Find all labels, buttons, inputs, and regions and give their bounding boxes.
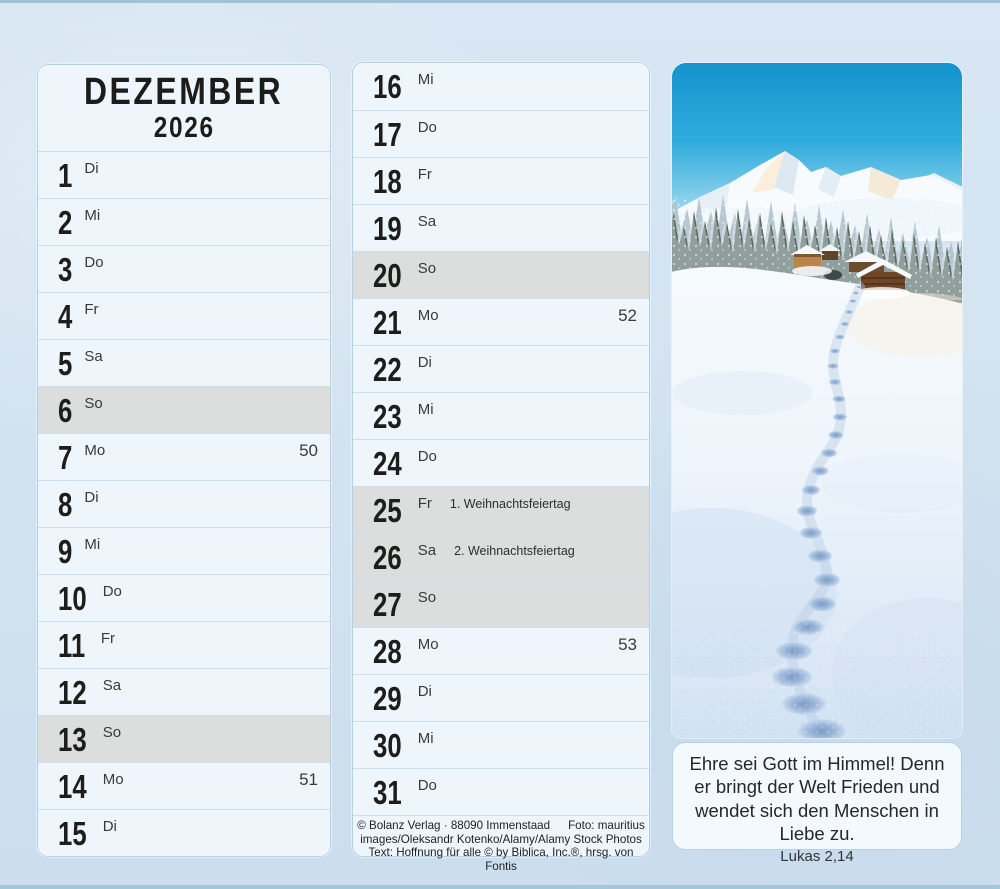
day-row: [38, 198, 330, 245]
day-number: 6: [58, 391, 73, 429]
day-row: [38, 621, 330, 668]
day-number: 27: [373, 585, 402, 623]
calendar-header: [38, 65, 330, 151]
weekday-label: Di: [84, 488, 99, 506]
day-number: 1: [58, 156, 73, 194]
weekday-label: Fr: [84, 300, 99, 318]
imprint-text: [353, 815, 649, 873]
day-number: 31: [373, 773, 402, 811]
weekday-label: Do: [417, 447, 437, 465]
day-number: 30: [373, 726, 402, 764]
day-row: [38, 339, 330, 386]
weekday-label: Mi: [417, 729, 434, 747]
day-row: [353, 204, 649, 251]
day-row: [353, 251, 649, 298]
weekday-label: Sa: [102, 676, 122, 694]
top-border-strip: [0, 0, 1000, 3]
weekday-label: Mi: [417, 400, 434, 418]
day-row: [38, 668, 330, 715]
day-number: 24: [373, 444, 402, 482]
weekday-label: Di: [84, 159, 99, 177]
right-day-rows: [353, 63, 649, 815]
weekday-label: Do: [417, 118, 437, 136]
day-row: [38, 527, 330, 574]
day-number: 13: [58, 720, 87, 758]
winter-photo: [672, 63, 962, 738]
day-row: [38, 433, 330, 480]
month-title: DEZEMBER: [84, 71, 284, 113]
weekday-label: Di: [417, 682, 432, 700]
day-number: 9: [58, 532, 73, 570]
calendar-card-second-half: [352, 62, 650, 873]
weekday-label: Sa: [84, 347, 103, 365]
imprint-line1: © Bolanz Verlag · 88090 Immenstaad Foto: mauritius: [357, 819, 645, 832]
day-number: 19: [373, 209, 402, 247]
weekday-label: Mi: [417, 71, 434, 88]
day-row: [38, 762, 330, 809]
weekday-label: Mi: [84, 535, 101, 553]
week-number: 52: [618, 306, 637, 325]
day-row: [353, 110, 649, 157]
day-row: [38, 245, 330, 292]
year-title: 2026: [153, 112, 215, 144]
day-row: [353, 157, 649, 204]
weekday-label: Sa: [417, 541, 437, 559]
day-number: 17: [373, 115, 402, 153]
day-number: 2: [58, 203, 73, 241]
day-number: 28: [373, 632, 402, 670]
weekday-label: Di: [102, 817, 117, 835]
weekday-label: Mo: [84, 441, 106, 459]
day-number: 22: [373, 350, 402, 388]
bible-verse-text: Ehre sei Gott im Himmel! Denn er bringt der Welt Frieden und wendet sich den Menschen in Liebe zu.: [689, 753, 945, 844]
weekday-label: Mo: [102, 770, 124, 788]
day-row: [38, 809, 330, 856]
day-row: [353, 298, 649, 345]
day-number: 14: [58, 767, 87, 805]
weekday-label: So: [417, 259, 437, 277]
weekday-label: Mo: [417, 306, 439, 324]
calendar-card-first-half: [37, 64, 331, 857]
day-row: [353, 63, 649, 110]
weekday-label: Fr: [417, 494, 432, 512]
day-row: [353, 486, 649, 533]
day-row: [38, 151, 330, 198]
holiday-label: 1. Weihnachtsfeiertag: [449, 497, 571, 511]
day-row: [353, 721, 649, 768]
day-row: [353, 768, 649, 815]
day-row: [353, 627, 649, 674]
day-number: 25: [373, 491, 402, 529]
day-number: 12: [58, 673, 87, 711]
day-row: [353, 533, 649, 580]
weekday-label: So: [84, 394, 103, 412]
day-number: 7: [58, 438, 73, 476]
week-number: 53: [618, 635, 637, 654]
day-number: 29: [373, 679, 402, 717]
weekday-label: Mi: [84, 206, 101, 224]
day-row: [38, 386, 330, 433]
day-row: [38, 574, 330, 621]
day-number: 26: [373, 538, 402, 576]
day-row: [353, 580, 649, 627]
day-number: 10: [58, 579, 87, 617]
weekday-label: Do: [84, 253, 104, 271]
weekday-label: So: [417, 588, 437, 606]
day-row: [353, 345, 649, 392]
day-number: 18: [373, 162, 402, 200]
day-number: 11: [58, 626, 86, 664]
day-row: [38, 715, 330, 762]
weekday-label: So: [102, 723, 122, 741]
day-row: [38, 292, 330, 339]
week-number: 51: [299, 770, 318, 789]
weekday-label: Fr: [100, 629, 116, 647]
bottom-border-strip: [0, 885, 1000, 889]
weekday-label: Sa: [417, 212, 437, 230]
bible-verse-reference: Lukas 2,14: [780, 848, 854, 866]
left-day-rows: [38, 151, 330, 856]
day-row: [353, 392, 649, 439]
day-number: 8: [58, 485, 73, 523]
weekday-label: Mo: [417, 635, 439, 653]
day-number: 20: [373, 256, 402, 294]
day-number: 15: [58, 814, 87, 852]
imprint-line2: images/Oleksandr Kotenko/Alamy/Alamy Stock Photos: [360, 832, 642, 846]
day-number: 23: [373, 397, 402, 435]
day-number: 21: [373, 303, 402, 341]
holiday-label: 2. Weihnachtsfeiertag: [454, 544, 575, 558]
weekday-label: Di: [417, 353, 432, 371]
day-number: 3: [58, 250, 73, 288]
day-number: 16: [373, 68, 402, 105]
weekday-label: Do: [102, 582, 122, 600]
day-number: 5: [58, 344, 73, 382]
day-number: 4: [58, 297, 73, 335]
day-row: [353, 674, 649, 721]
weekday-label: Fr: [417, 165, 432, 183]
imprint-line3: Text: Hoffnung für alle © by Biblica, Inc.®, hrsg. von Fontis: [368, 846, 637, 873]
week-number: 50: [299, 441, 318, 460]
weekday-label: Do: [417, 776, 437, 794]
bible-verse-card: [672, 742, 962, 866]
day-row: [38, 480, 330, 527]
day-row: [353, 439, 649, 486]
